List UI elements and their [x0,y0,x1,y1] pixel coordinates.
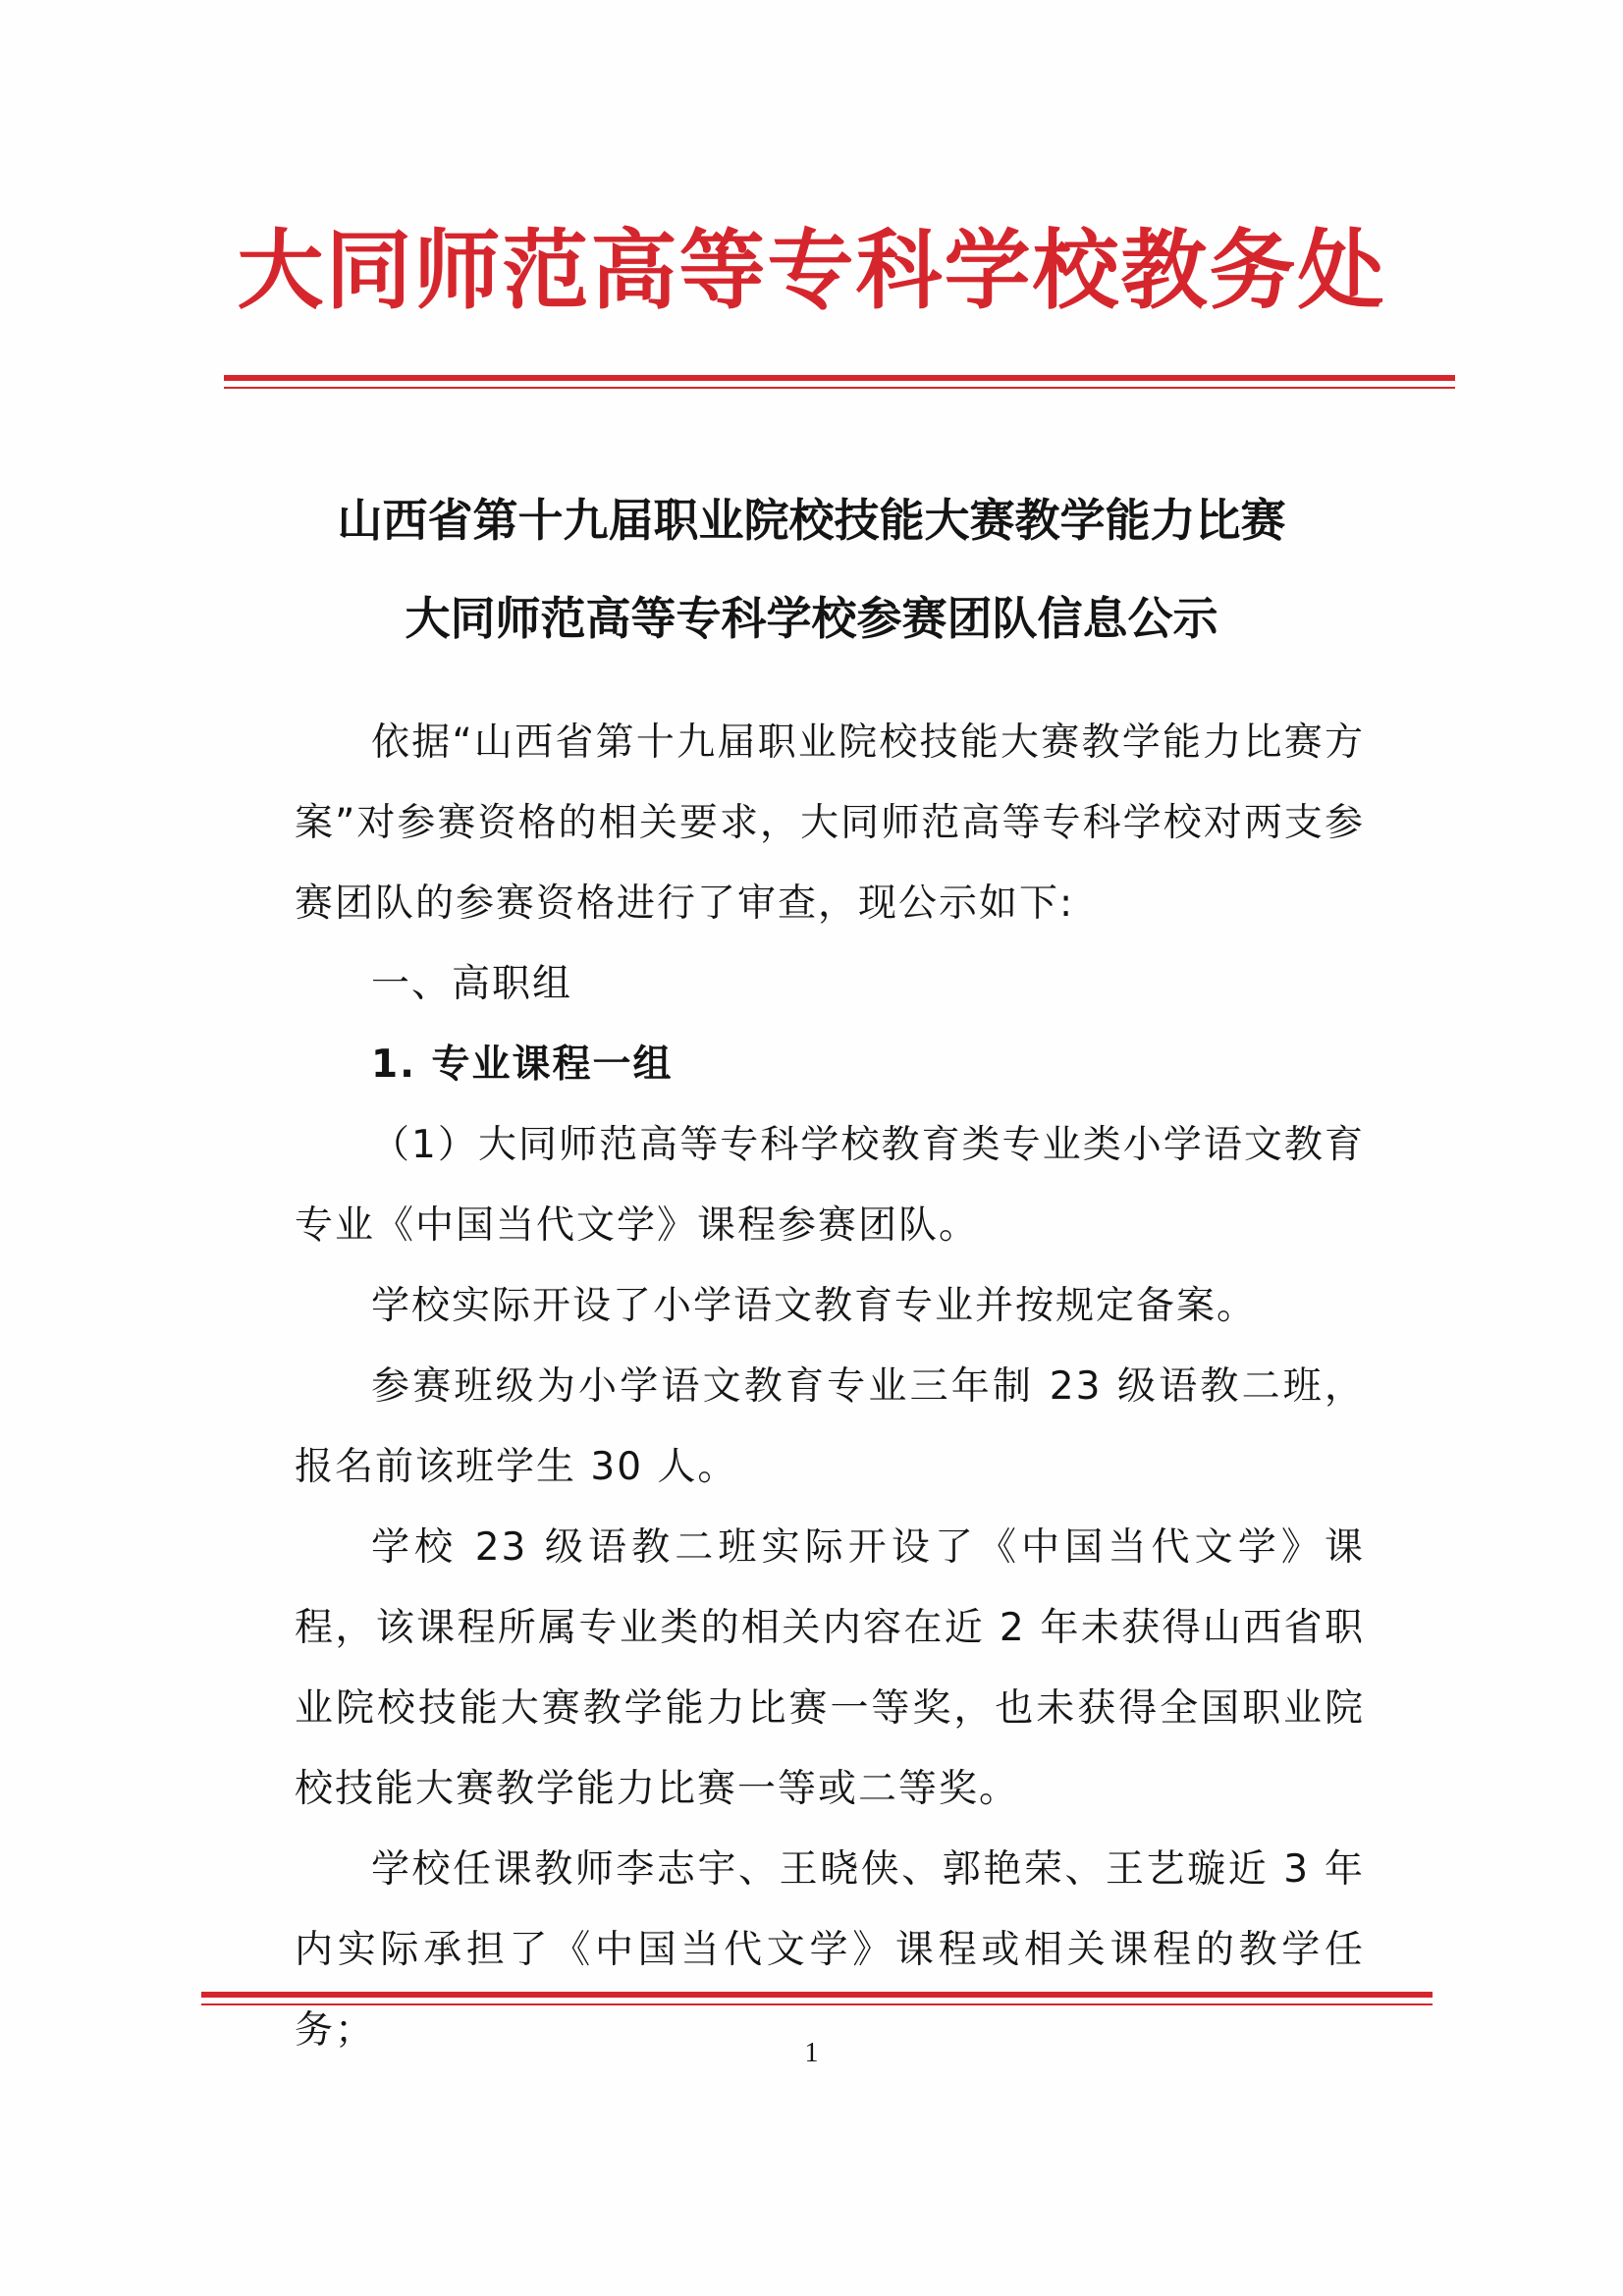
footer-rule-thin [201,2003,1433,2005]
team-item-paragraph: （1）大同师范高等专科学校教育类专业类小学语文教育专业《中国当代文学》课程参赛团队。 [295,1123,1365,1248]
letterhead-rule-thick [224,375,1455,381]
letterhead-rule-thin [224,387,1455,389]
document-title-line-1: 山西省第十九届职业院校技能大赛教学能力比赛 [337,494,1286,547]
intro-paragraph: 依据“山西省第十九届职业院校技能大赛教学能力比赛方案”对参赛资格的相关要求，大同师范高等专科学校对两支参赛团队的参赛资格进行了审查，现公示如下: [295,721,1365,926]
subsection-heading-course-group: 1. 专业课程一组 [371,1042,674,1087]
footer-rule-thick [201,1992,1433,1998]
body-paragraph: 参赛班级为小学语文教育专业三年制 23 级语教二班，报名前该班学生 30 人。 [295,1364,1365,1489]
section-heading-vocational: 一、高职组 [371,962,573,1006]
body-paragraph: 学校实际开设了小学语文教育专业并按规定备案。 [371,1284,1258,1328]
document-body [295,703,1365,2071]
page-number: 1 [804,2038,819,2068]
document-title-line-2: 大同师范高等专科学校参赛团队信息公示 [405,592,1218,645]
letterhead-title: 大同师范高等专科学校教务处 [237,219,1386,321]
body-paragraph: 学校 23 级语教二班实际开设了《中国当代文学》课程，该课程所属专业类的相关内容在近 2 年未获得山西省职业院校技能大赛教学能力比赛一等奖，也未获得全国职业院校技能大赛教学能力比赛一等或二等奖。 [295,1525,1365,1811]
body-paragraph: 学校任课教师李志宇、王晓侠、郭艳荣、王艺璇近 3 年内实际承担了《中国当代文学》课程或相关课程的教学任务； [295,1847,1365,2053]
